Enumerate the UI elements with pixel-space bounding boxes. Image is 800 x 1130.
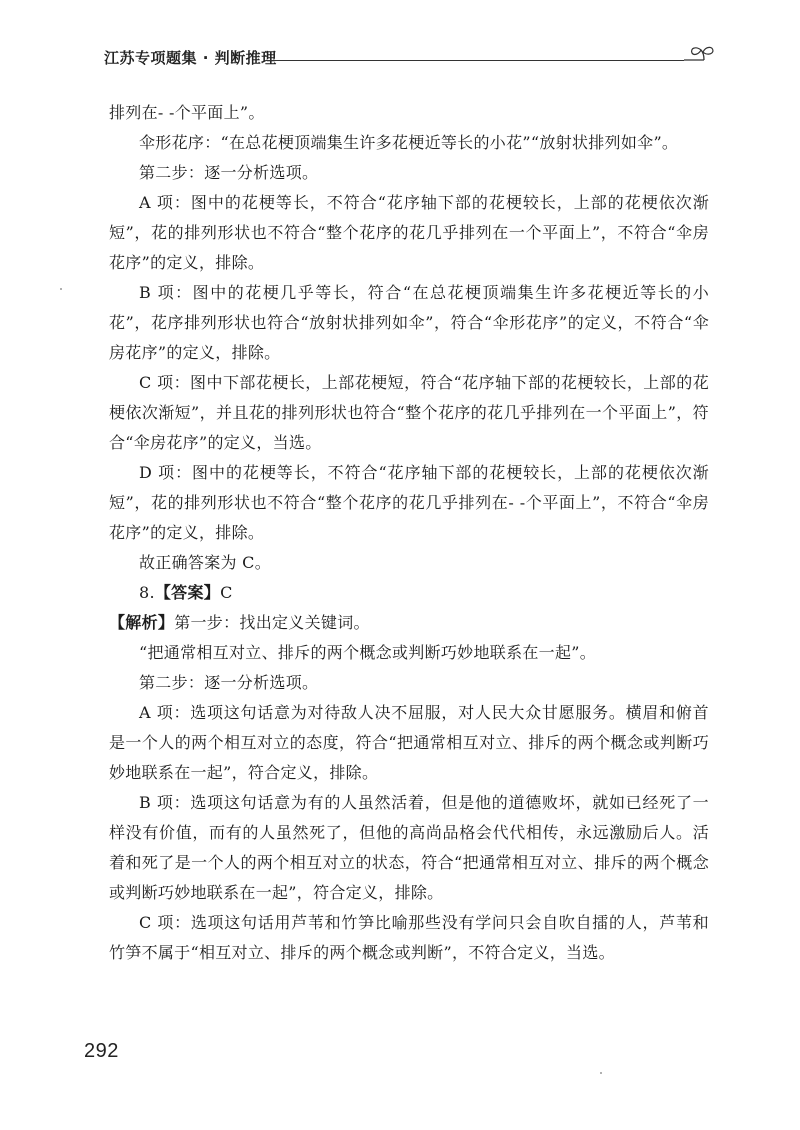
body-text [109, 98, 709, 968]
paragraph: B 项：图中的花梗几乎等长，符合“在总花梗顶端集生许多花梗近等长的小花”，花序排列形状也符合“放射状排列如伞”，符合“伞形花序”的定义，不符合“伞房花序”的定义，排除。 [109, 283, 709, 362]
paragraph: 排列在- -个平面上”。 [109, 103, 265, 122]
paragraph: 第二步：逐一分析选项。 [139, 673, 319, 692]
paragraph: C 项：图中下部花梗长，上部花梗短，符合“花序轴下部的花梗较长，上部的花梗依次渐短”，并且花的排列形状也符合“整个花序的花几乎排列在一个平面上”，符合“伞房花序”的定义，当选。 [109, 373, 709, 452]
paragraph: A 项：选项这句话意为对待敌人决不屈服，对人民大众甘愿服务。横眉和俯首是一个人的两个相互对立的态度，符合“把通常相互对立、排斥的两个概念或判断巧妙地联系在一起”，符合定义，排除。 [109, 703, 709, 782]
running-header [104, 44, 716, 72]
paragraph: “把通常相互对立、排斥的两个概念或判断巧妙地联系在一起”。 [139, 643, 597, 662]
paragraph: D 项：图中的花梗等长，不符合“花序轴下部的花梗较长，上部的花梗依次渐短”，花的排列形状也不符合“整个花序的花几乎排列在- -个平面上”，不符合“伞房花序”的定义，排除。 [109, 463, 709, 542]
paragraph: 故正确答案为 C。 [139, 553, 272, 572]
answer-line [109, 578, 709, 608]
header-title: 江苏专项题集 · 判断推理 [104, 49, 277, 67]
analysis-first-step: 第一步：找出定义关键词。 [174, 613, 370, 632]
sprout-icon [682, 44, 716, 68]
page-number: 292 [84, 1040, 119, 1062]
paragraph: 第二步：逐一分析选项。 [139, 163, 319, 182]
paragraph: B 项：选项这句话意为有的人虽然活着，但是他的道德败坏，就如已经死了一样没有价值，而有的人虽然死了，但他的高尚品格会代代相传，永远激励后人。活着和死了是一个人的两个相互对立的状态，符合“把通常相互对立、排斥的两个概念或判断巧妙地联系在一起”，符合定义，排除。 [109, 793, 709, 902]
analysis-tag: 【解析】 [109, 613, 175, 632]
paragraph: 伞形花序：“在总花梗顶端集生许多花梗近等长的小花”“放射状排列如伞”。 [139, 133, 679, 152]
answer-tag: 【答案】 [154, 583, 221, 602]
analysis-line [109, 608, 709, 638]
question-number: 8. [139, 583, 155, 602]
scan-speck [600, 1072, 602, 1074]
scan-speck [60, 288, 62, 290]
paragraph: C 项：选项这句话用芦苇和竹笋比喻那些没有学问只会自吹自擂的人，芦苇和竹笋不属于“相互对立、排斥的两个概念或判断”，不符合定义，当选。 [109, 913, 709, 962]
header-rule [266, 60, 684, 61]
paragraph: A 项：图中的花梗等长，不符合“花序轴下部的花梗较长，上部的花梗依次渐短”，花的排列形状也不符合“整个花序的花几乎排列在一个平面上”，不符合“伞房花序”的定义，排除。 [109, 193, 709, 272]
answer-value: C [220, 583, 233, 602]
